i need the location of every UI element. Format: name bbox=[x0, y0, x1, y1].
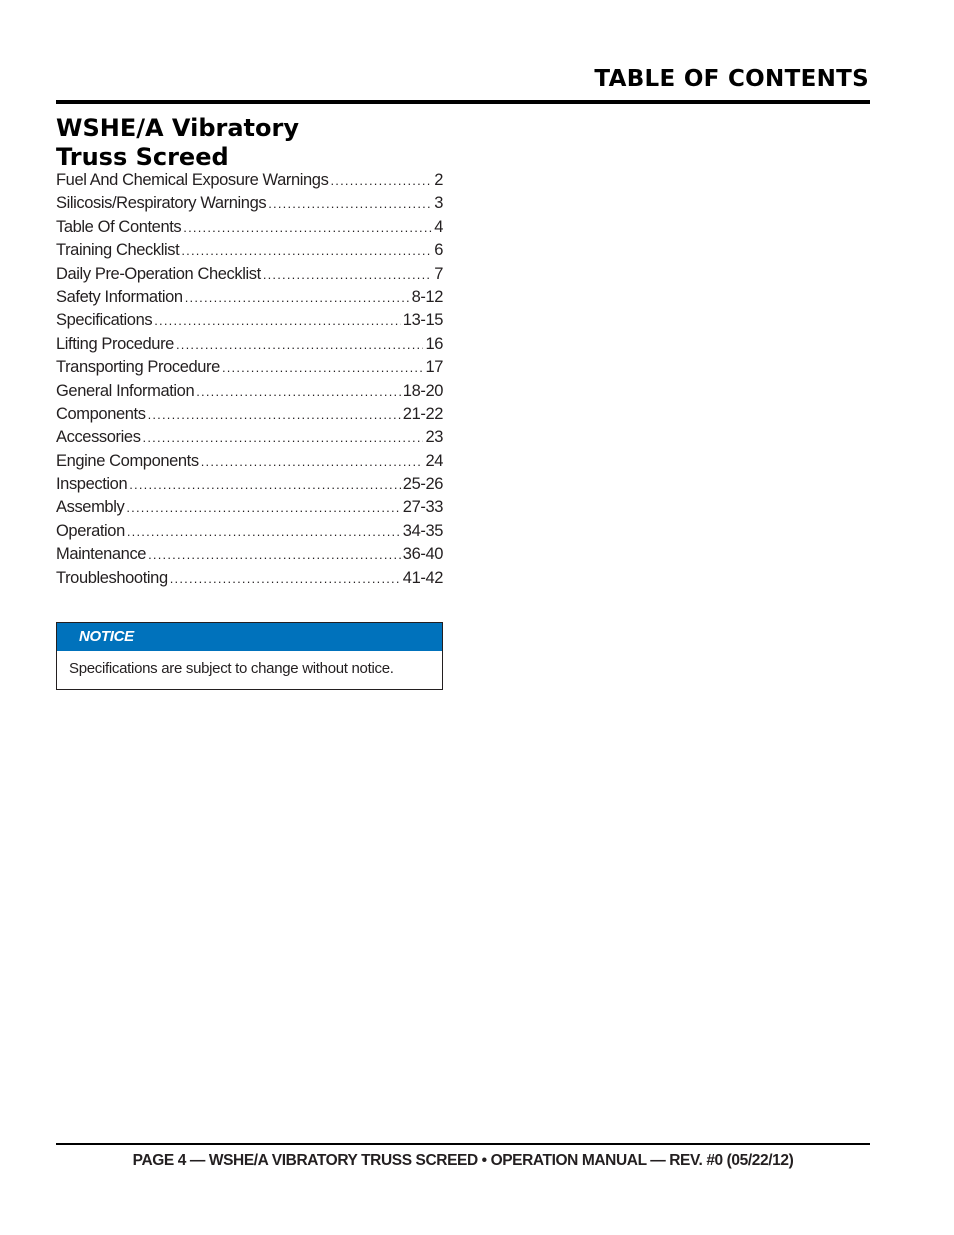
toc-dot-leader bbox=[127, 524, 401, 539]
toc-entry[interactable] bbox=[56, 335, 443, 358]
toc-entry-label: Silicosis/Respiratory Warnings bbox=[56, 194, 267, 213]
toc-entry-page: 7 bbox=[434, 264, 443, 283]
toc-entry-label: Inspection bbox=[56, 475, 128, 494]
toc-entry-label: Troubleshooting bbox=[56, 568, 168, 587]
toc-dot-leader bbox=[129, 477, 401, 492]
toc-entry[interactable] bbox=[56, 241, 443, 264]
toc-entry[interactable] bbox=[56, 522, 443, 545]
toc-dot-leader bbox=[330, 173, 432, 188]
toc-entry-page: 24 bbox=[425, 451, 443, 470]
header-divider bbox=[56, 100, 870, 104]
toc-entry-page: 13-15 bbox=[402, 311, 443, 330]
toc-dot-leader bbox=[170, 571, 401, 586]
toc-entry-label: Training Checklist bbox=[56, 241, 180, 260]
document-title bbox=[56, 114, 299, 172]
toc-entry[interactable] bbox=[56, 265, 443, 288]
toc-entry-page: 2 bbox=[434, 171, 443, 189]
toc-entry-label: Assembly bbox=[56, 498, 125, 517]
toc-entry[interactable] bbox=[56, 311, 443, 334]
toc-entry-label: Transporting Procedure bbox=[56, 358, 220, 377]
toc-dot-leader bbox=[126, 500, 400, 515]
toc-dot-leader bbox=[148, 407, 401, 422]
toc-entry[interactable] bbox=[56, 382, 443, 405]
toc-entry[interactable] bbox=[56, 288, 443, 311]
toc-entry[interactable] bbox=[56, 545, 443, 568]
document-title-line-2: Truss Screed bbox=[56, 143, 229, 171]
toc-dot-leader bbox=[196, 384, 401, 399]
toc-dot-leader bbox=[148, 547, 401, 562]
toc-entry-page: 4 bbox=[434, 217, 443, 236]
page-footer: PAGE 4 — WSHE/A VIBRATORY TRUSS SCREED • OPERATION MANUAL — REV. #0 (05/22/12) bbox=[132, 1152, 794, 1169]
toc-dot-leader bbox=[263, 267, 432, 282]
toc-entry-label: Lifting Procedure bbox=[56, 334, 174, 353]
notice-heading: NOTICE bbox=[57, 623, 442, 651]
notice-box bbox=[56, 622, 443, 690]
toc-entry[interactable] bbox=[56, 428, 443, 451]
toc-dot-leader bbox=[176, 337, 423, 352]
toc-entry-label: Table Of Contents bbox=[56, 217, 182, 236]
toc-entry[interactable] bbox=[56, 498, 443, 521]
toc-entry[interactable] bbox=[56, 452, 443, 475]
toc-dot-leader bbox=[222, 360, 424, 375]
footer-divider bbox=[56, 1143, 870, 1145]
toc-dot-leader bbox=[154, 313, 401, 328]
toc-entry-label: General Information bbox=[56, 381, 195, 400]
toc-entry-label: Operation bbox=[56, 521, 125, 540]
toc-entry-label: Safety Information bbox=[56, 287, 183, 306]
toc-entry[interactable] bbox=[56, 171, 443, 194]
toc-dot-leader bbox=[185, 290, 410, 305]
notice-text: Specifications are subject to change without notice. bbox=[69, 660, 394, 677]
toc-entry-page: 18-20 bbox=[402, 381, 443, 400]
toc-entry[interactable] bbox=[56, 569, 443, 592]
toc-dot-leader bbox=[181, 243, 432, 258]
toc-entry-label: Specifications bbox=[56, 311, 153, 330]
toc-entry-page: 25-26 bbox=[402, 475, 443, 494]
document-title-line-1: WSHE/A Vibratory bbox=[56, 114, 299, 142]
section-title: TABLE OF CONTENTS bbox=[594, 66, 869, 92]
table-of-contents-list bbox=[56, 171, 443, 592]
toc-entry[interactable] bbox=[56, 475, 443, 498]
toc-dot-leader bbox=[143, 430, 424, 445]
toc-dot-leader bbox=[201, 454, 424, 469]
toc-entry-page: 21-22 bbox=[402, 404, 443, 423]
toc-entry[interactable] bbox=[56, 218, 443, 241]
toc-entry-page: 34-35 bbox=[402, 521, 443, 540]
toc-entry-page: 17 bbox=[425, 358, 443, 377]
toc-entry[interactable] bbox=[56, 358, 443, 381]
toc-entry-label: Fuel And Chemical Exposure Warnings bbox=[56, 171, 329, 189]
toc-entry-page: 36-40 bbox=[402, 545, 443, 564]
toc-entry-label: Daily Pre-Operation Checklist bbox=[56, 264, 261, 283]
toc-entry-page: 3 bbox=[434, 194, 443, 213]
toc-entry-label: Accessories bbox=[56, 428, 141, 447]
toc-dot-leader bbox=[268, 196, 432, 211]
toc-entry-page: 41-42 bbox=[402, 568, 443, 587]
toc-entry[interactable] bbox=[56, 405, 443, 428]
toc-entry-page: 8-12 bbox=[411, 287, 443, 306]
toc-entry-label: Components bbox=[56, 404, 146, 423]
toc-entry[interactable] bbox=[56, 194, 443, 217]
toc-entry-page: 23 bbox=[425, 428, 443, 447]
toc-entry-page: 6 bbox=[434, 241, 443, 260]
toc-dot-leader bbox=[183, 220, 432, 235]
toc-entry-page: 16 bbox=[425, 334, 443, 353]
toc-entry-label: Maintenance bbox=[56, 545, 147, 564]
toc-entry-page: 27-33 bbox=[402, 498, 443, 517]
toc-entry-label: Engine Components bbox=[56, 451, 199, 470]
